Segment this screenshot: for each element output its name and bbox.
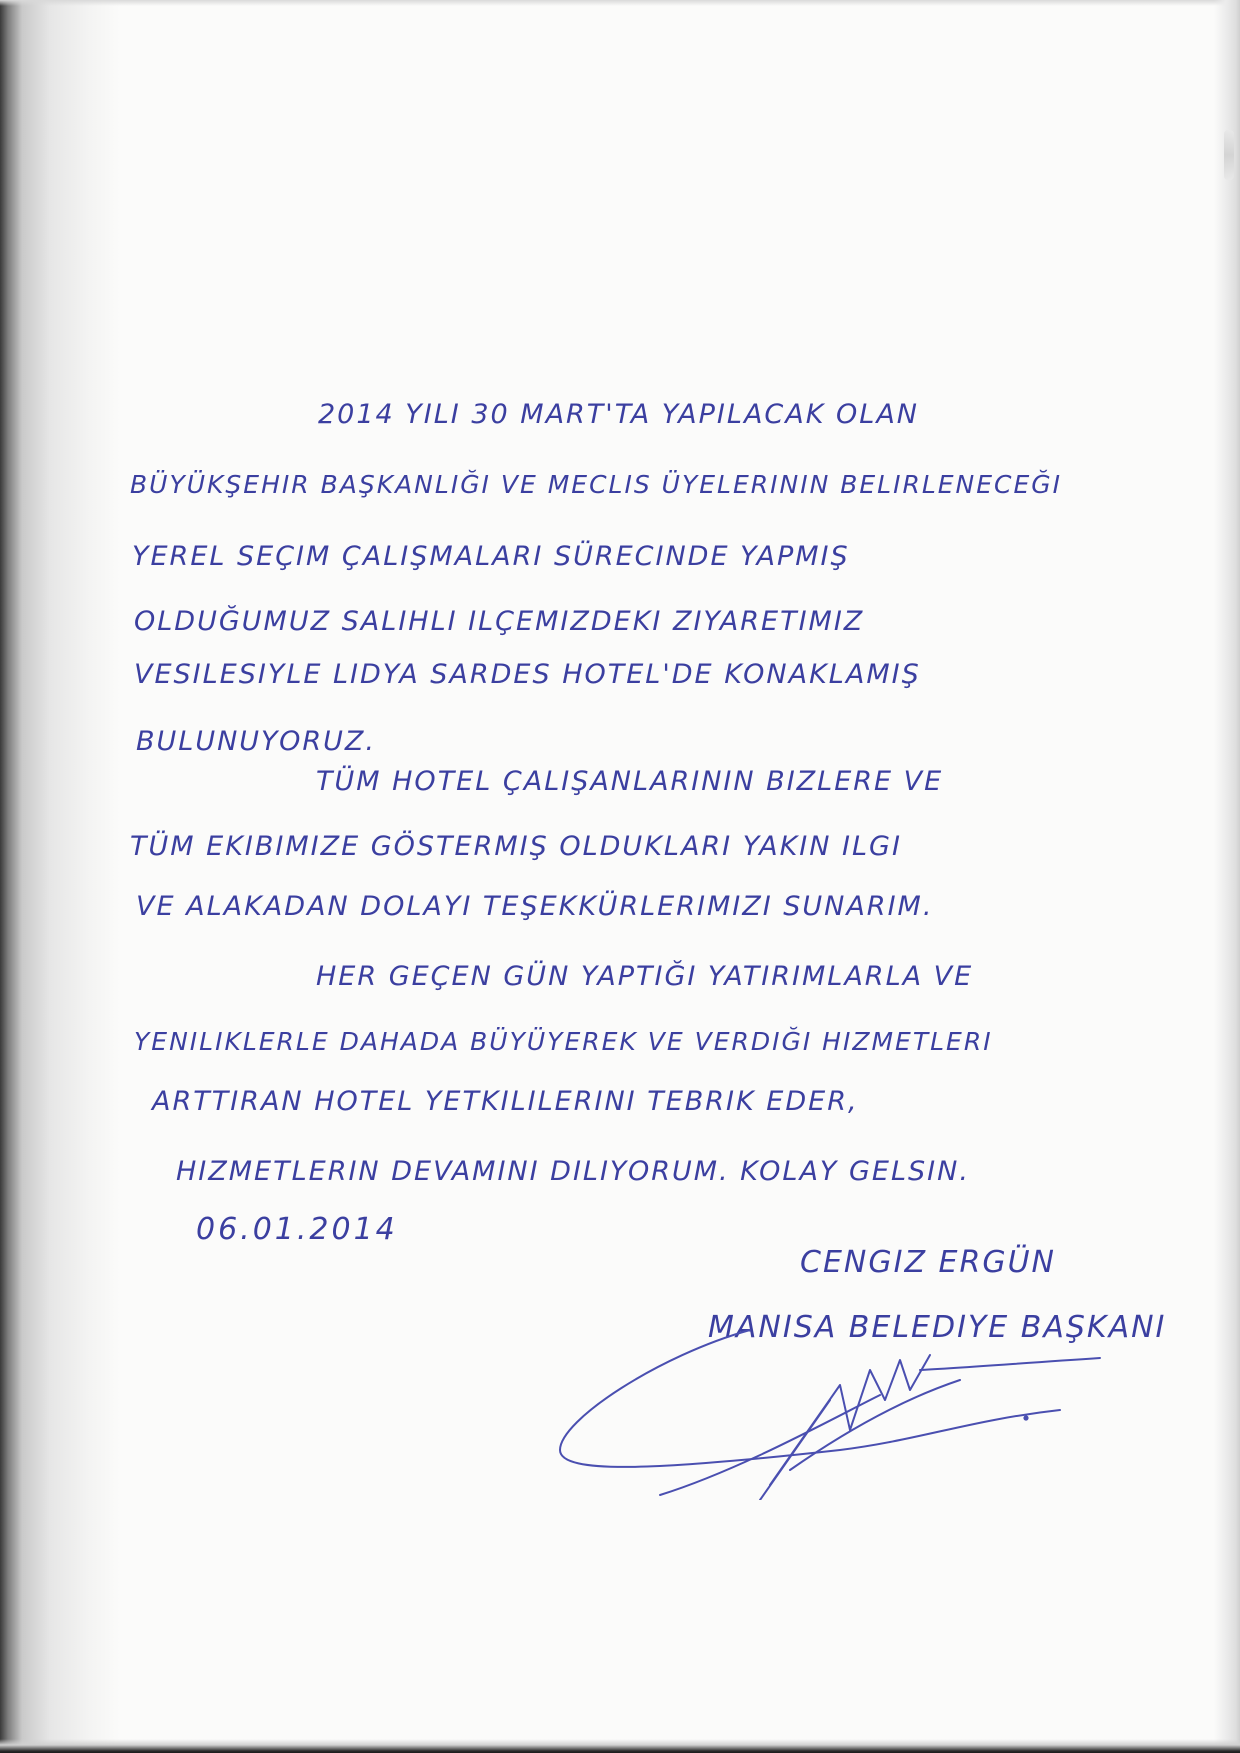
letter-line: VESILESIYLE LIDYA SARDES HOTEL'DE KONAKLAMIŞ <box>134 659 921 690</box>
handwritten-signature <box>540 1300 1120 1500</box>
letter-line: YEREL SEÇIM ÇALIŞMALARI SÜRECINDE YAPMIŞ <box>132 541 850 572</box>
letter-line: TÜM EKIBIMIZE GÖSTERMIŞ OLDUKLARI YAKIN ILGI <box>130 831 902 862</box>
letter-line: ARTTIRAN HOTEL YETKILILERINI TEBRIK EDER, <box>152 1086 859 1117</box>
letter-line: HER GEÇEN GÜN YAPTIĞI YATIRIMLARLA VE <box>316 961 974 992</box>
letter-line: TÜM HOTEL ÇALIŞANLARININ BIZLERE VE <box>316 766 944 797</box>
letter-line: HIZMETLERIN DEVAMINI DILIYORUM. KOLAY GELSIN. <box>176 1156 970 1187</box>
letter-line: 2014 YILI 30 MART'TA YAPILACAK OLAN <box>318 399 919 430</box>
page-edge-mark <box>1224 130 1234 180</box>
page-top-edge <box>0 0 1240 6</box>
book-gutter-shadow <box>0 0 120 1753</box>
letter-date: 06.01.2014 <box>196 1212 398 1247</box>
letter-line: VE ALAKADAN DOLAYI TEŞEKKÜRLERIMIZI SUNARIM. <box>136 891 934 922</box>
letter-line: BULUNUYORUZ. <box>136 726 376 757</box>
letter-line: YENILIKLERLE DAHADA BÜYÜYEREK VE VERDIĞI HIZMETLERI <box>134 1027 993 1056</box>
page-right-edge <box>1214 0 1240 1753</box>
letter-line: BÜYÜKŞEHIR BAŞKANLIĞI VE MECLIS ÜYELERININ BELIRLENECEĞI <box>130 470 1063 499</box>
letter-line: OLDUĞUMUZ SALIHLI ILÇEMIZDEKI ZIYARETIMIZ <box>134 606 865 637</box>
signatory-title: MANISA BELEDIYE BAŞKANI <box>708 1310 1167 1345</box>
signatory-name: CENGIZ ERGÜN <box>800 1245 1056 1280</box>
page-bottom-edge <box>0 1739 1240 1753</box>
